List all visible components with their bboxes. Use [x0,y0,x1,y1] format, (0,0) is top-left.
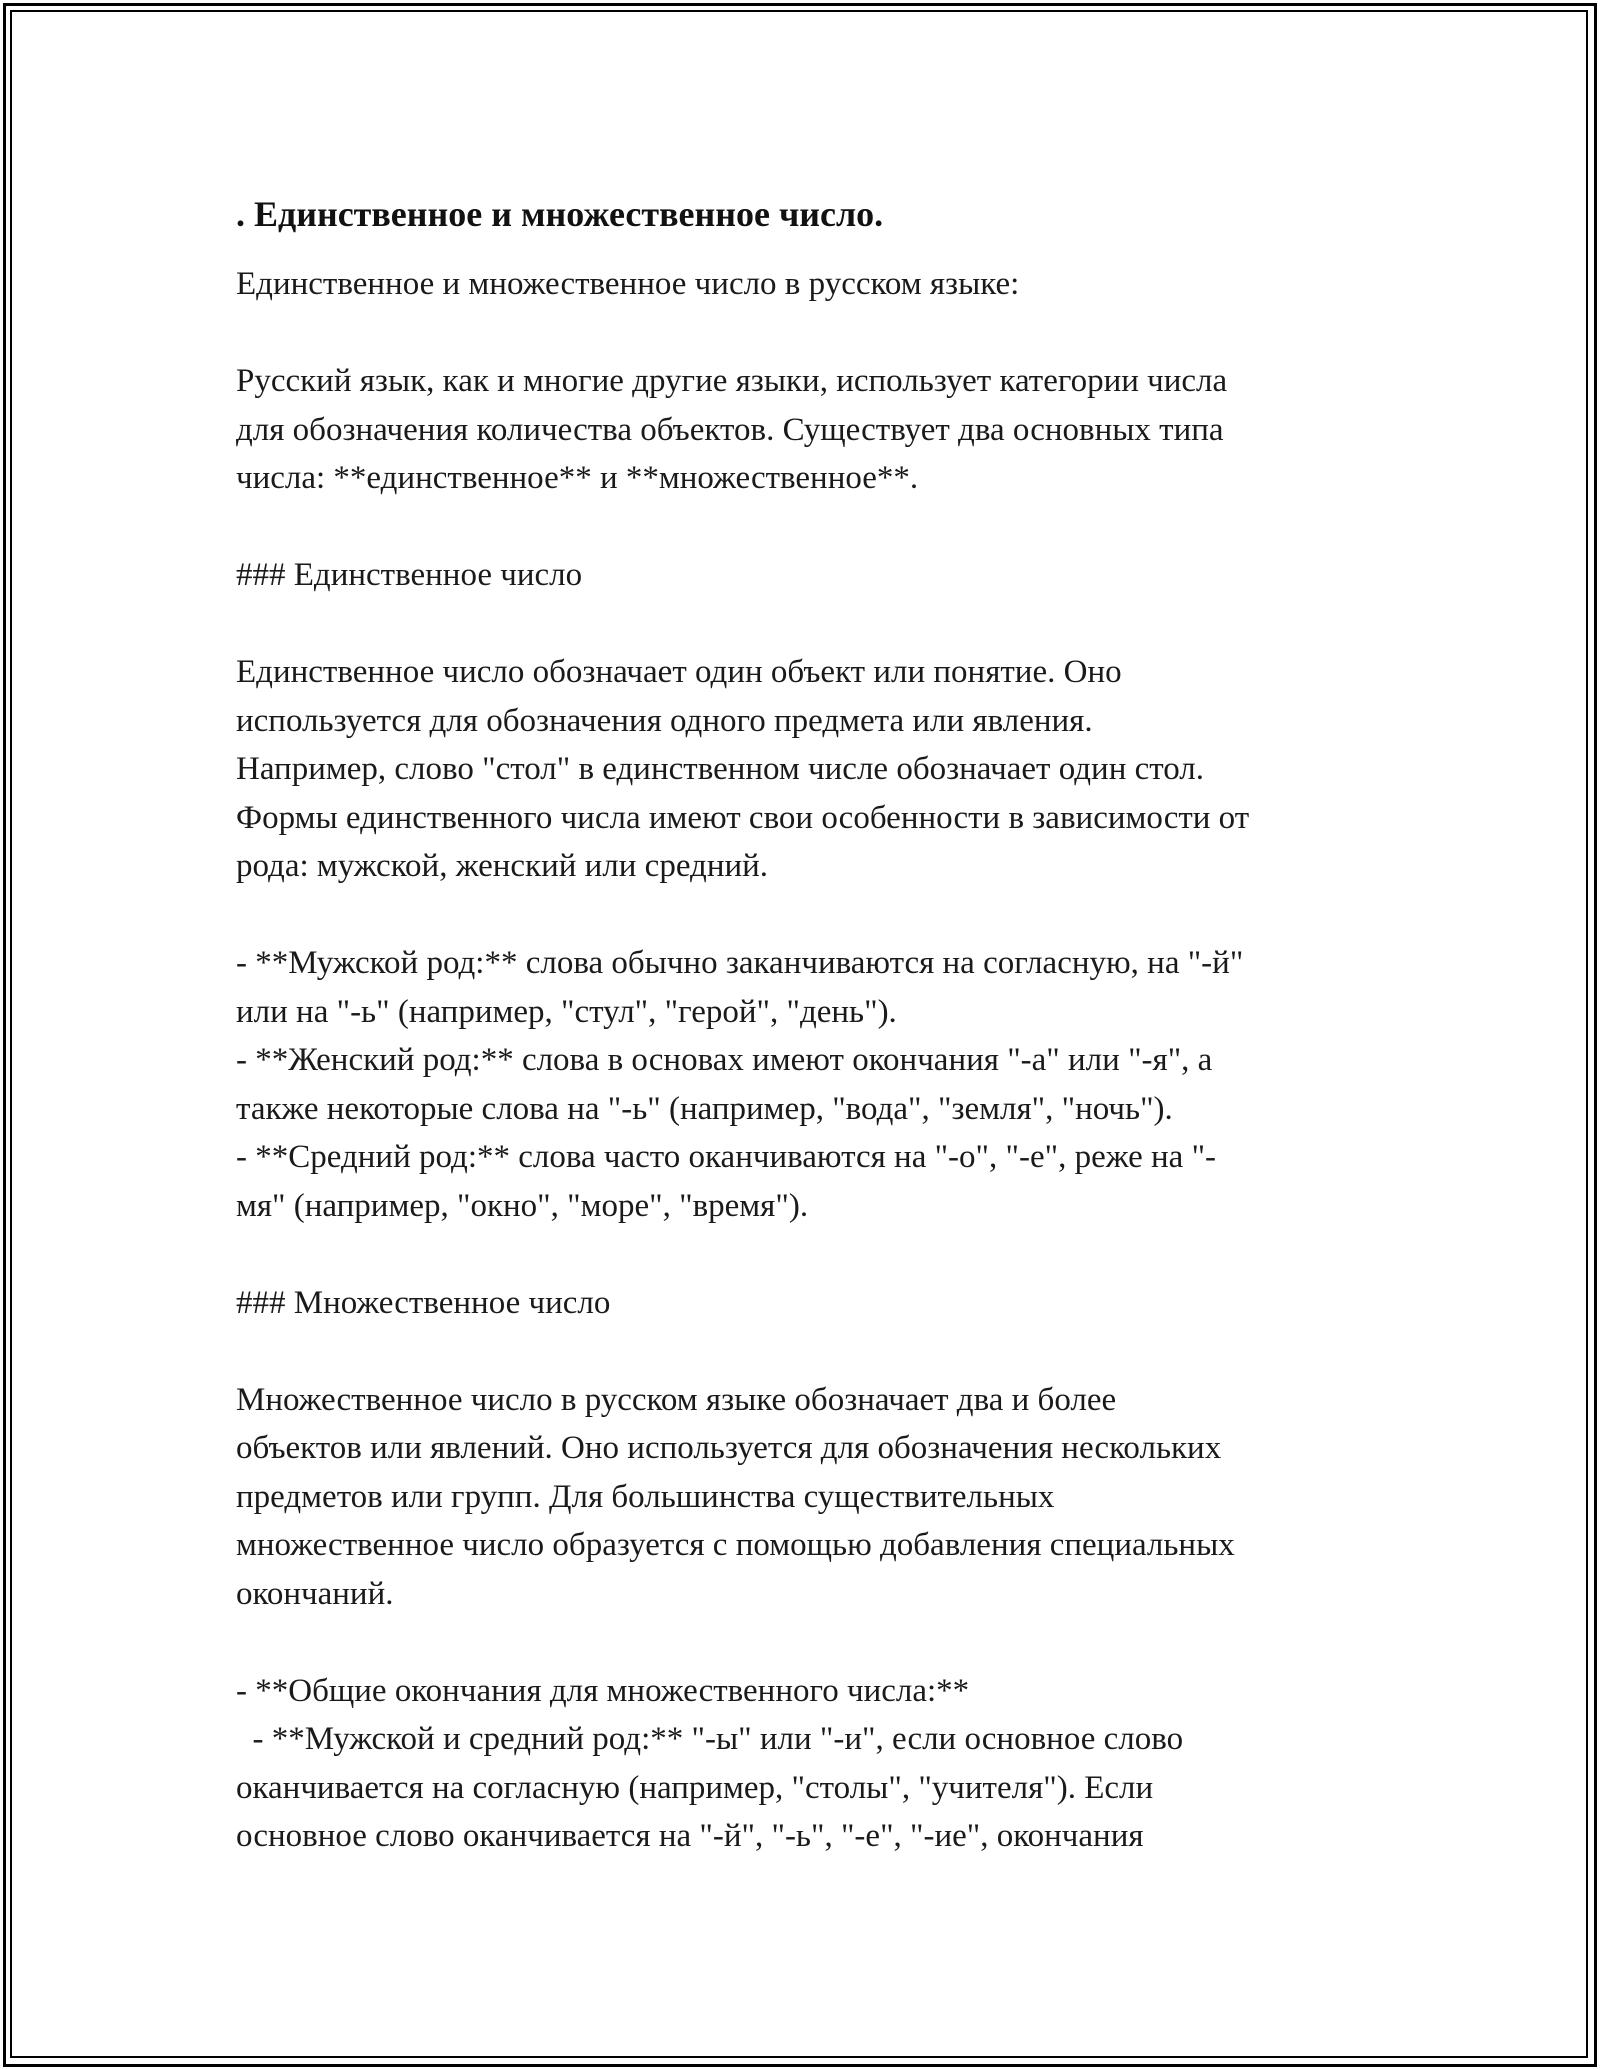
plural-list-line: - **Мужской и средний род:** "-ы" или "-и", если основное слово [236,1721,1184,1757]
plural-list-line: основное слово оканчивается на "-й", "-ь", "-е", "-ие", окончания [236,1818,1144,1854]
paragraph-3-line: объектов или явлений. Оно используется для обозначения нескольких [236,1430,1222,1466]
paragraph-2-line: рода: мужской, женский или средний. [236,848,769,884]
document-title: . Единственное и множественное число. [236,194,884,234]
paragraph-2-line: Единственное число обозначает один объект или понятие. Оно [236,654,1122,690]
document-body [236,190,1396,1861]
blank-line [236,309,1396,358]
blank-line [236,503,1396,552]
paragraph-2-line: используется для обозначения одного предмета или явления. [236,702,1093,739]
blank-line [236,1618,1396,1667]
heading-singular: ### Единственное число [236,557,583,593]
paragraph-3-line: предметов или групп. Для большинства существительных [236,1478,1055,1515]
paragraph-1-line: Русский язык, как и многие другие языки, использует категории числа [236,363,1228,399]
blank-line [236,1327,1396,1376]
paragraph-3-line: множественное число образуется с помощью добавления специальных [236,1527,1235,1563]
gender-list-line: мя" (например, "окно", "море", "время"). [236,1187,809,1224]
gender-list-line: также некоторые слова на "-ь" (например, "вода", "земля", "ночь"). [236,1090,1173,1127]
gender-list-line: - **Женский род:** слова в основах имеют окончания "-а" или "-я", а [236,1042,1213,1078]
gender-list-line: - **Мужской род:** слова обычно заканчиваются на согласную, на "-й" [236,945,1244,981]
intro-line: Единственное и множественное число в русском языке: [236,266,1020,302]
paragraph-3-line: Множественное число в русском языке обозначает два и более [236,1381,1117,1418]
gender-list-line: - **Средний род:** слова часто оканчиваются на "-о", "-е", реже на "- [236,1139,1217,1175]
paragraph-1-line: для обозначения количества объектов. Существует два основных типа [236,411,1224,448]
paragraph-3-line: окончаний. [236,1575,394,1612]
heading-plural: ### Множественное число [236,1284,611,1321]
blank-line [236,1230,1396,1279]
paragraph-1-line: числа: **единственное** и **множественное**. [236,460,919,496]
blank-line [236,891,1396,940]
paragraph-2-line: Например, слово "стол" в единственном числе обозначает один стол. [236,751,1205,787]
blank-line [236,600,1396,649]
plural-list-line: - **Общие окончания для множественного числа:** [236,1672,970,1709]
plural-list-line: оканчивается на согласную (например, "столы", "учителя"). Если [236,1769,1154,1806]
paragraph-2-line: Формы единственного числа имеют свои особенности в зависимости от [236,799,1250,836]
gender-list-line: или на "-ь" (например, "стул", "герой", "день"). [236,993,897,1030]
